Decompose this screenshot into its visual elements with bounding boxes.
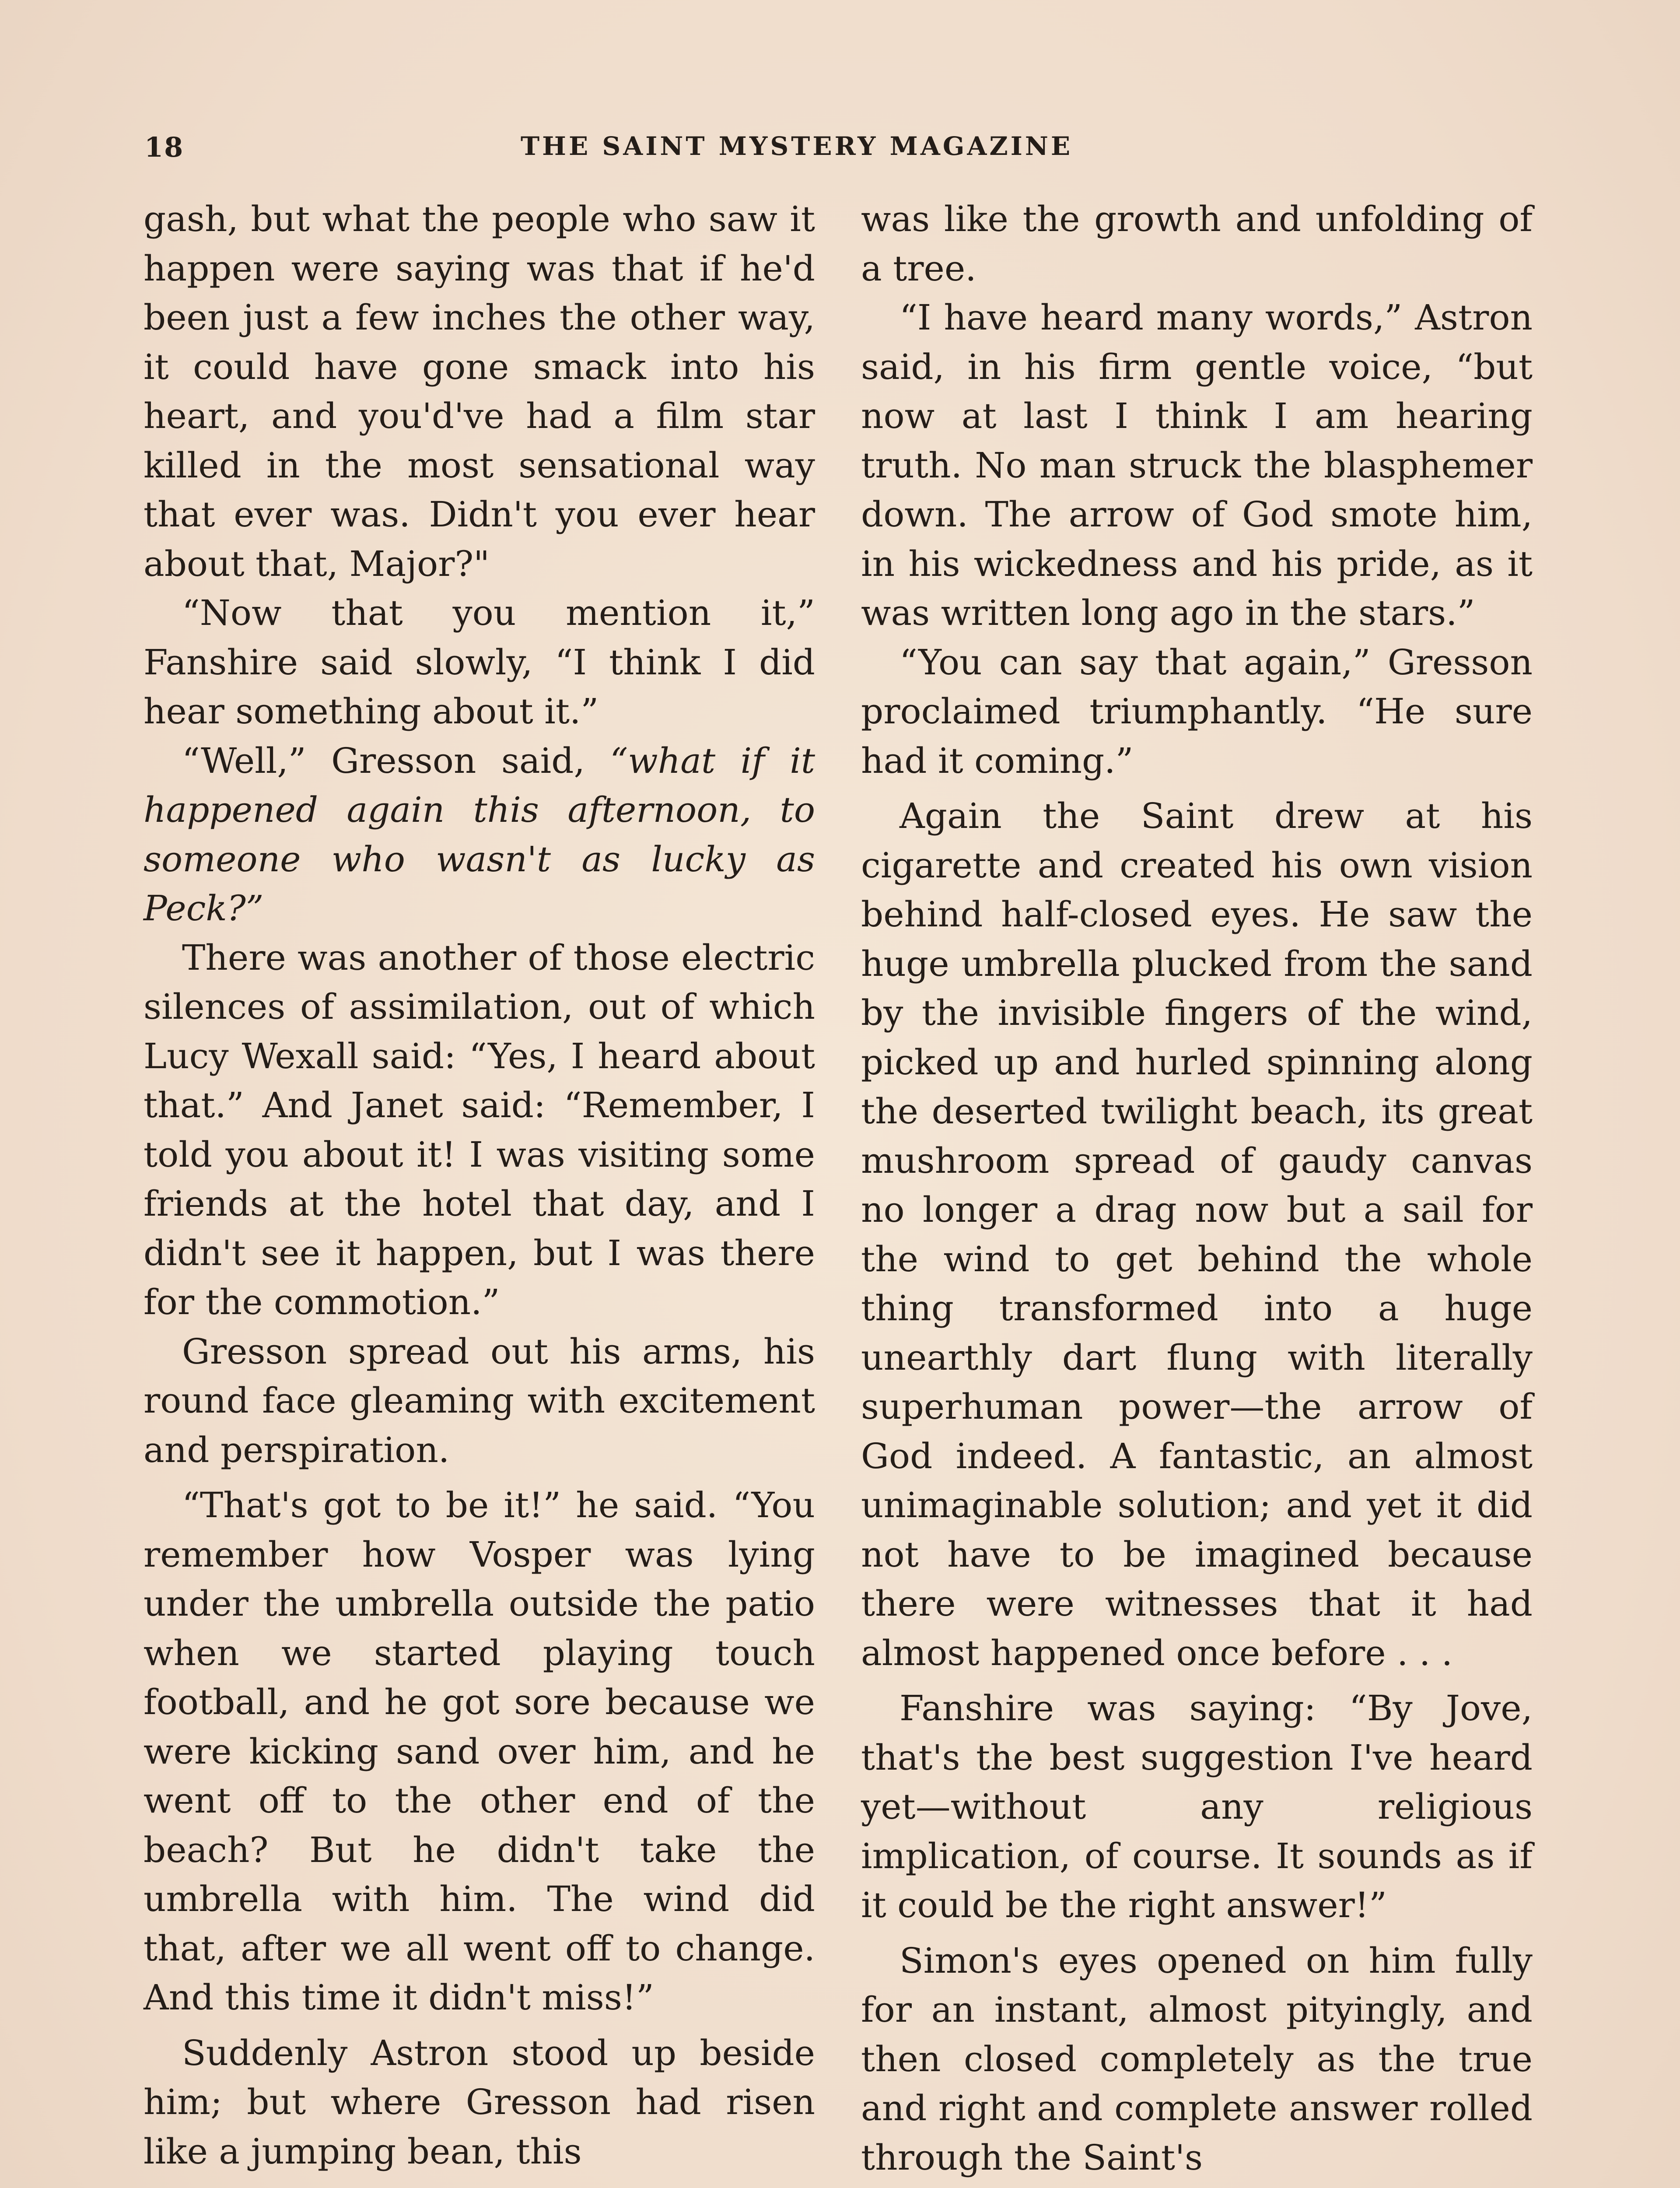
paragraph: “I have heard many words,” Astron said, in his firm gentle voice, “but now at last I think I am hearing truth. No man struck the blasphemer down. The arrow of God smote him, in his wickedness and his pride, as it was written long ago in the stars.”: [861, 297, 1533, 633]
running-title: THE SAINT MYSTERY MAGAZINE: [521, 131, 1073, 161]
paragraph: gash, but what the people who saw it happen were saying was that if he'd been just a few inches the other way, it could have gone smack into his heart, and you'd've had a film star killed in the most sensational way that ever was. Didn't you ever hear about that, Major?": [144, 199, 815, 584]
paragraph: was like the growth and unfolding of a tree.: [861, 199, 1533, 289]
paragraph-text: “Well,” Gresson said,: [182, 740, 610, 781]
paragraph: Again the Saint drew at his cigarette and created his own vision behind half-closed eyes. He saw the huge umbrella plucked from the sand by the invisible fingers of the wind, picked up and hurled spinning along the deserted twilight beach, its great mushroom spread of gaudy canvas no longer a drag now but a sail for the wind to get behind the whole thing transformed into a huge unearthly dart flung with literally superhuman power—the arrow of God indeed. A fantastic, an almost unimaginable solution; and yet it did not have to be imagined because there were witnesses that it had almost happened once before . . .: [861, 796, 1533, 1673]
paragraph: “That's got to be it!” he said. “You remember how Vosper was lying under the umbrella outside the patio when we started playing touch football, and he got sore because we were kicking sand over him, and he went off to the other end of the beach? But he didn't take the umbrella with him. The wind did that, after we all went off to change. And this time it didn't miss!”: [144, 1485, 815, 2018]
paragraph: Fanshire was saying: “By Jove, that's the best suggestion I've heard yet—without any religious implication, of course. It sounds as if it could be the right answer!”: [861, 1688, 1533, 1925]
paragraph: Simon's eyes opened on him fully for an instant, almost pityingly, and then closed completely as the true and right and complete answer rolled through the Saint's: [861, 1940, 1533, 2178]
right-column: [861, 195, 1533, 2182]
page-number: 18: [144, 131, 184, 163]
paragraph: Gresson spread out his arms, his round face gleaming with excitement and perspiration.: [144, 1331, 815, 1470]
paragraph: “You can say that again,” Gresson proclaimed triumphantly. “He sure had it coming.”: [861, 642, 1533, 781]
paragraph: Suddenly Astron stood up beside him; but where Gresson had risen like a jumping bean, this: [144, 2032, 815, 2172]
paragraph: [144, 736, 815, 933]
page-header: [0, 131, 1680, 179]
paragraph: “Now that you mention it,” Fanshire said slowly, “I think I did hear something about it.”: [144, 593, 815, 732]
left-column: [144, 195, 815, 2176]
paragraph: There was another of those electric silences of assimilation, out of which Lucy Wexall said: “Yes, I heard about that.” And Janet said: “Remember, I told you about it! I was visiting some friends at the hotel that day, and I didn't see it happen, but I was there for the commotion.”: [144, 937, 815, 1322]
italic-quote: “what if it happened again this afternoon, to someone who wasn't as lucky as Peck?”: [144, 740, 815, 929]
